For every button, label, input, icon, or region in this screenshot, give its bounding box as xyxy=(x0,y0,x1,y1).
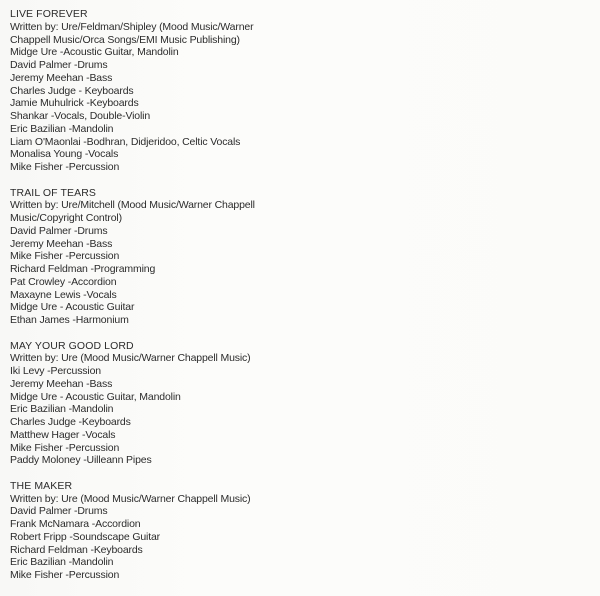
musician-credit: Jeremy Meehan -Bass xyxy=(10,237,113,250)
musician-credit: Mike Fisher -Percussion xyxy=(10,250,120,263)
musician-credit: Mike Fisher -Percussion xyxy=(10,161,120,173)
musician-credit: Midge Ure - Acoustic Guitar, Mandolin xyxy=(10,390,181,403)
musician-credit: Richard Feldman -Programming xyxy=(10,263,156,275)
writer-credit-continued: Music/Copyright Control) xyxy=(10,212,122,224)
track-title: TRAIL OF TEARS xyxy=(10,186,96,199)
musician-credit: David Palmer -Drums xyxy=(10,505,108,518)
musician-credit: Paddy Moloney -Uilleann Pipes xyxy=(10,454,152,467)
track-title: THE MAKER xyxy=(10,479,73,492)
musician-credit: Richard Feldman -Keyboards xyxy=(10,543,143,556)
writer-credit: Written by: Ure/Feldman/Shipley (Mood Music/Warner xyxy=(10,20,254,33)
track-section-trail-of-tears xyxy=(10,187,340,327)
musician-credit: Charles Judge -Keyboards xyxy=(10,416,131,428)
musician-credit: Pat Crowley -Accordion xyxy=(10,275,117,288)
musician-credit: Shankar -Vocals, Double-Violin xyxy=(10,110,151,122)
writer-credit-continued: Chappell Music/Orca Songs/EMI Music Publishing) xyxy=(10,33,240,46)
track-title: MAY YOUR GOOD LORD xyxy=(10,339,134,352)
musician-credit: Eric Bazilian -Mandolin xyxy=(10,556,114,569)
writer-credit: Written by: Ure (Mood Music/Warner Chappell Music) xyxy=(10,352,251,365)
musician-credit: Eric Bazilian -Mandolin xyxy=(10,122,114,135)
musician-credit: Matthew Hager -Vocals xyxy=(10,428,116,441)
musician-credit: Mike Fisher -Percussion xyxy=(10,441,120,454)
musician-credit: David Palmer -Drums xyxy=(10,59,108,71)
musician-credit: Midge Ure - Acoustic Guitar xyxy=(10,301,135,314)
musician-credit: David Palmer -Drums xyxy=(10,224,108,237)
musician-credit: Eric Bazilian -Mandolin xyxy=(10,403,114,416)
track-section-live-forever xyxy=(10,8,340,174)
musician-credit: Midge Ure -Acoustic Guitar, Mandolin xyxy=(10,46,179,59)
musician-credit: Liam O'Maonlai -Bodhran, Didjeridoo, Celtic Vocals xyxy=(10,135,241,148)
musician-credit: Charles Judge - Keyboards xyxy=(10,84,134,97)
musician-credit: Jamie Muhulrick -Keyboards xyxy=(10,97,139,110)
musician-credit: Frank McNamara -Accordion xyxy=(10,518,141,530)
musician-credit: Robert Fripp -Soundscape Guitar xyxy=(10,530,161,543)
track-credits xyxy=(10,8,340,582)
musician-credit: Mike Fisher -Percussion xyxy=(10,569,120,581)
musician-credit: Monalisa Young -Vocals xyxy=(10,148,119,161)
musician-credit: Maxayne Lewis -Vocals xyxy=(10,288,117,301)
musician-credit: Jeremy Meehan -Bass xyxy=(10,71,113,84)
musician-credit: Ethan James -Harmonium xyxy=(10,314,129,326)
track-title: LIVE FOREVER xyxy=(10,8,88,20)
musician-credit: Jeremy Meehan -Bass xyxy=(10,377,113,390)
track-section-may-your-good-lord xyxy=(10,340,340,468)
track-section-the-maker xyxy=(10,480,340,582)
musician-credit: Iki Levy -Percussion xyxy=(10,365,101,377)
writer-credit: Written by: Ure/Mitchell (Mood Music/Warner Chappell xyxy=(10,199,255,212)
writer-credit: Written by: Ure (Mood Music/Warner Chappell Music) xyxy=(10,492,251,505)
